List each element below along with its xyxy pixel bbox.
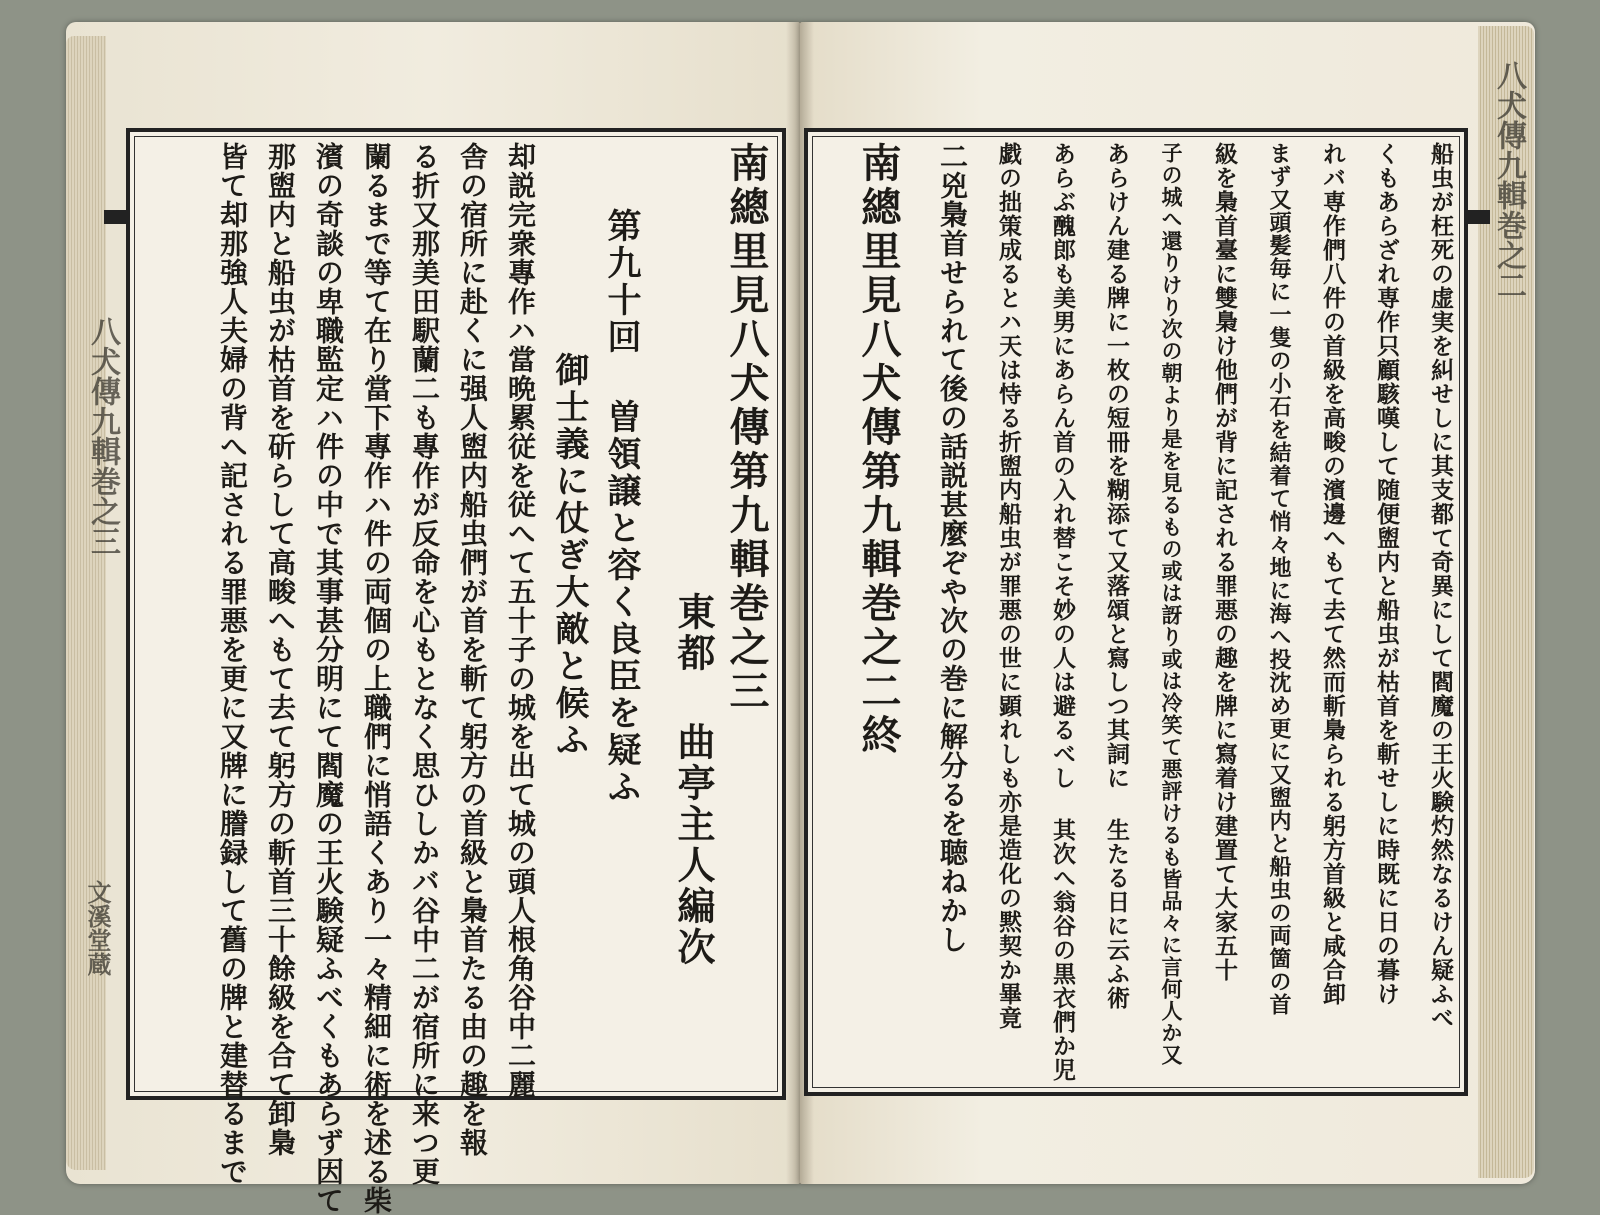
- text-column: 闌るまで等て在り當下專作ハ件の両個の上職們に悄語くあり一々精細に術を述る柴: [360, 142, 393, 1215]
- right-text-frame: [804, 128, 1468, 1096]
- text-column: 皆て却那強人夫婦の背へ記される罪悪を更に又牌に謄録して舊の牌と建替るまで: [216, 142, 249, 1186]
- text-column: 濱の奇談の卑職監定ハ件の中で其事甚分明にて閻魔の王火験疑ふべくもあらず因て: [312, 142, 345, 1215]
- text-column: 舎の宿所に赴くに强人盥内船虫們が首を斬て躬方の首級と梟首たる由の趣を報: [456, 142, 489, 1157]
- text-column: れバ専作們八件の首級を高畯の濱邊へもて去て然而斬梟られる躬方首級と咸合卸: [1319, 142, 1346, 1006]
- page-tab-left: [104, 210, 126, 224]
- left-text-frame: [126, 128, 786, 1215]
- text-column: 船虫が枉死の虚実を糾せしに其支都て奇異にして閻魔の王火験灼然なるけん疑ふべ: [1427, 142, 1454, 1030]
- volume-title: 南總里見八犬傳第九輯巻之三: [723, 142, 770, 714]
- text-column: まず又頭髪毎に一隻の小石を結着て悄々地に海へ投沈め更に又盥内と船虫の両箇の首: [1266, 142, 1292, 1016]
- text-column: る折又那美田駅蘭二も專作が反命を心もとなく思ひしかバ谷中二が宿所に来つ更: [408, 142, 441, 1186]
- right-frame-rule: [812, 136, 1460, 1088]
- text-column: 二兇梟首せられて後の話説甚麼ぞや次の巻に解分るを聴ねかし: [936, 142, 969, 954]
- left-edge-publisher: 文溪堂蔵: [83, 880, 112, 976]
- text-column: 級を梟首臺に雙梟け他們が背に記される罪悪の趣を牌に寫着け建置て大家五十: [1211, 142, 1238, 982]
- text-column: あらぶ醜郎も美男にあらん首の入れ替こそ妙の人は避るべし 其次へ翁谷の黒衣們か児: [1049, 142, 1076, 1082]
- chapter-heading: 第九十回 曽領譲と容く良臣を疑ふ: [601, 208, 641, 806]
- text-column: 却説完衆專作ハ當晩累従を従へて五十子の城を出て城の頭人根角谷中二麗: [504, 142, 537, 1099]
- text-column: 那盥内と船虫が枯首を斫らして高畯へもて去て躬方の斬首三十餘級を合て卸梟: [264, 142, 297, 1157]
- text-column: 戯の拙策成るとハ天は恃る折盥内船虫が罪悪の世に顕れしも亦是造化の黙契か畢竟: [995, 142, 1022, 1030]
- left-page-fore-edge: [66, 36, 106, 1170]
- chapter-subheading: 御士義に仗ぎ大敵と候ふ: [549, 352, 589, 759]
- right-edge-title: 八犬傳九輯巻之二: [1491, 60, 1526, 300]
- volume-end-title: 南總里見八犬傳第九輯巻之二終: [855, 142, 902, 758]
- text-column: あらけん建る牌に一枚の短冊を糊添て又落頌と寫しつ其詞に 生たる日に云ふ術: [1103, 142, 1130, 1010]
- left-edge-title: 八犬傳九輯巻之三: [85, 316, 120, 556]
- author-credit: 東都 曲亭主人編次: [671, 592, 716, 968]
- text-column: くもあらざれ専作只顧駭嘆して随便盥内と船虫が枯首を斬せしに時既に日の暮け: [1373, 142, 1400, 1006]
- text-column: 子の城へ還りけり次の朝より是を見るもの或は訝り或は冷笑て悪評けるも皆品々に言何人か又: [1159, 142, 1184, 1066]
